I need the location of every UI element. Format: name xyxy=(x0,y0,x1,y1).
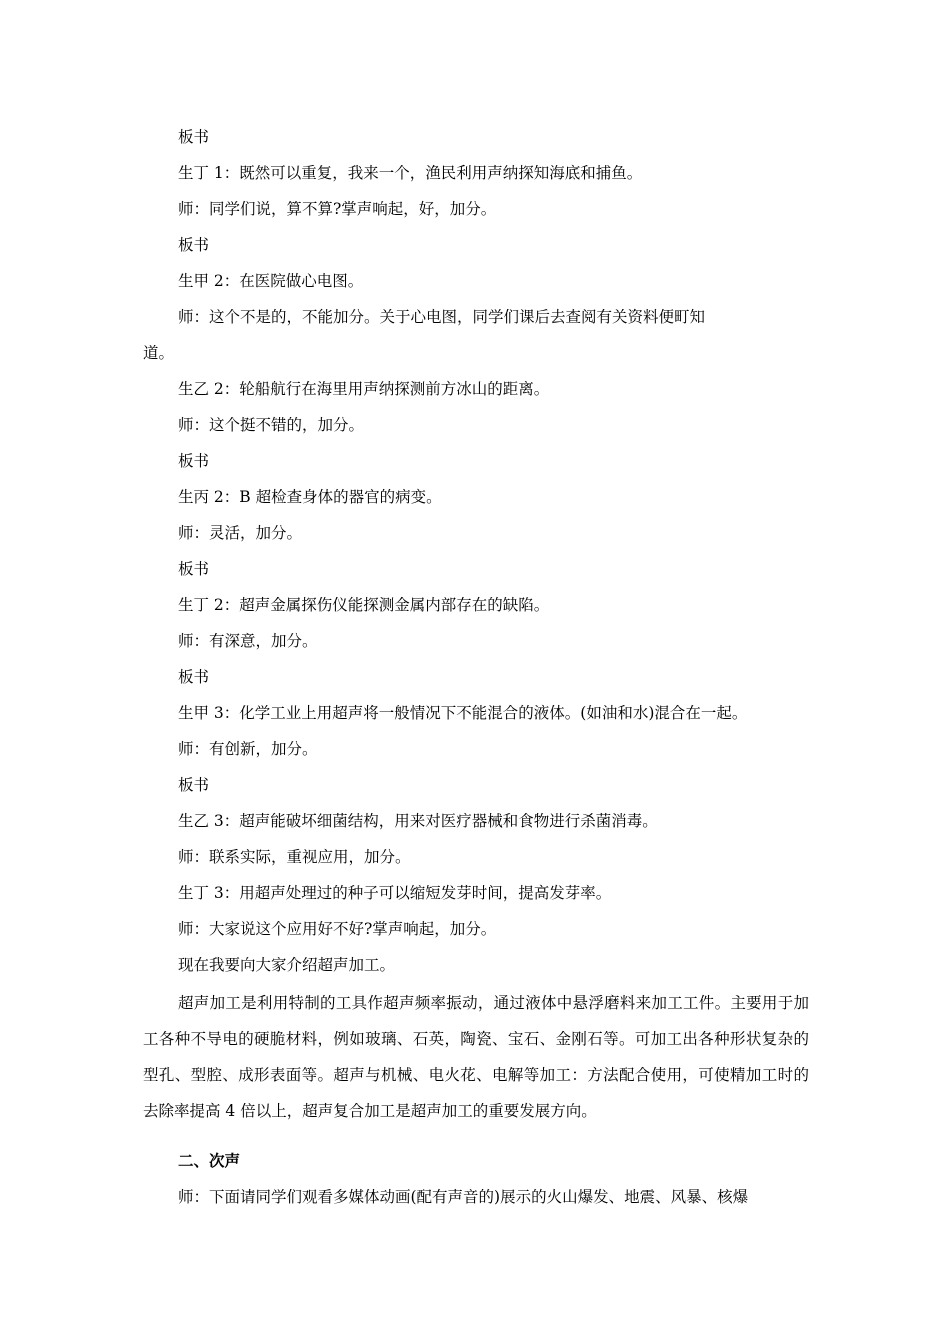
text-line: 师：灵活，加分。 xyxy=(178,524,303,542)
text-line: 生乙 2：轮船航行在海里用声纳探测前方冰山的距离。 xyxy=(178,380,550,398)
text-line: 板书 xyxy=(178,236,210,254)
text-line: 生丁 2：超声金属探伤仪能探测金属内部存在的缺陷。 xyxy=(178,596,550,614)
text-line: 板书 xyxy=(178,668,210,686)
text-line: 生甲 2：在医院做心电图。 xyxy=(178,272,364,290)
text-line: 板书 xyxy=(178,128,210,146)
body-paragraph: 超声加工是利用特制的工具作超声频率振动，通过液体中悬浮磨料来加工工件。主要用于加工各种不导电的硬脆材料，例如玻璃、石英，陶瓷、宝石、金刚石等。可加工出各种形状复杂的型孔、型腔、成形表面等。超声与机械、电火花、电解等加工：方法配合使用，可使精加工时的去除率提高 4 倍以上，超声复合加工是超声加工的重要发展方向。 xyxy=(143,994,809,1120)
text-line: 现在我要向大家介绍超声加工。 xyxy=(178,956,396,974)
text-line: 师：有深意，加分。 xyxy=(178,632,318,650)
text-line: 师：下面请同学们观看多媒体动画(配有声音的)展示的火山爆发、地震、风暴、核爆 xyxy=(178,1188,749,1206)
text-line: 生乙 3：超声能破坏细菌结构，用来对医疗器械和食物进行杀菌消毒。 xyxy=(178,812,658,830)
text-line: 板书 xyxy=(178,452,210,470)
text-line: 生丁 3：用超声处理过的种子可以缩短发芽时间，提高发芽率。 xyxy=(178,884,612,902)
text-line: 生甲 3：化学工业上用超声将一般情况下不能混合的液体。(如油和水)混合在一起。 xyxy=(178,704,748,722)
text-line: 师：联系实际，重视应用，加分。 xyxy=(178,848,411,866)
text-line: 师：有创新，加分。 xyxy=(178,740,318,758)
text-line: 板书 xyxy=(178,776,210,794)
text-line: 师：同学们说，算不算?掌声响起，好，加分。 xyxy=(178,200,497,218)
section-heading: 二、次声 xyxy=(178,1151,241,1170)
text-line: 师：这个不是的，不能加分。关于心电图，同学们课后去查阅有关资料便町知 xyxy=(178,308,706,326)
text-line: 师：大家说这个应用好不好?掌声响起，加分。 xyxy=(178,920,497,938)
text-line: 师：这个挺不错的，加分。 xyxy=(178,416,365,434)
text-line: 生丙 2：B 超检查身体的器官的病变。 xyxy=(178,488,442,506)
text-line: 道。 xyxy=(143,344,175,362)
text-line: 板书 xyxy=(178,560,210,578)
text-line: 生丁 1：既然可以重复，我来一个，渔民利用声纳探知海底和捕鱼。 xyxy=(178,164,643,182)
